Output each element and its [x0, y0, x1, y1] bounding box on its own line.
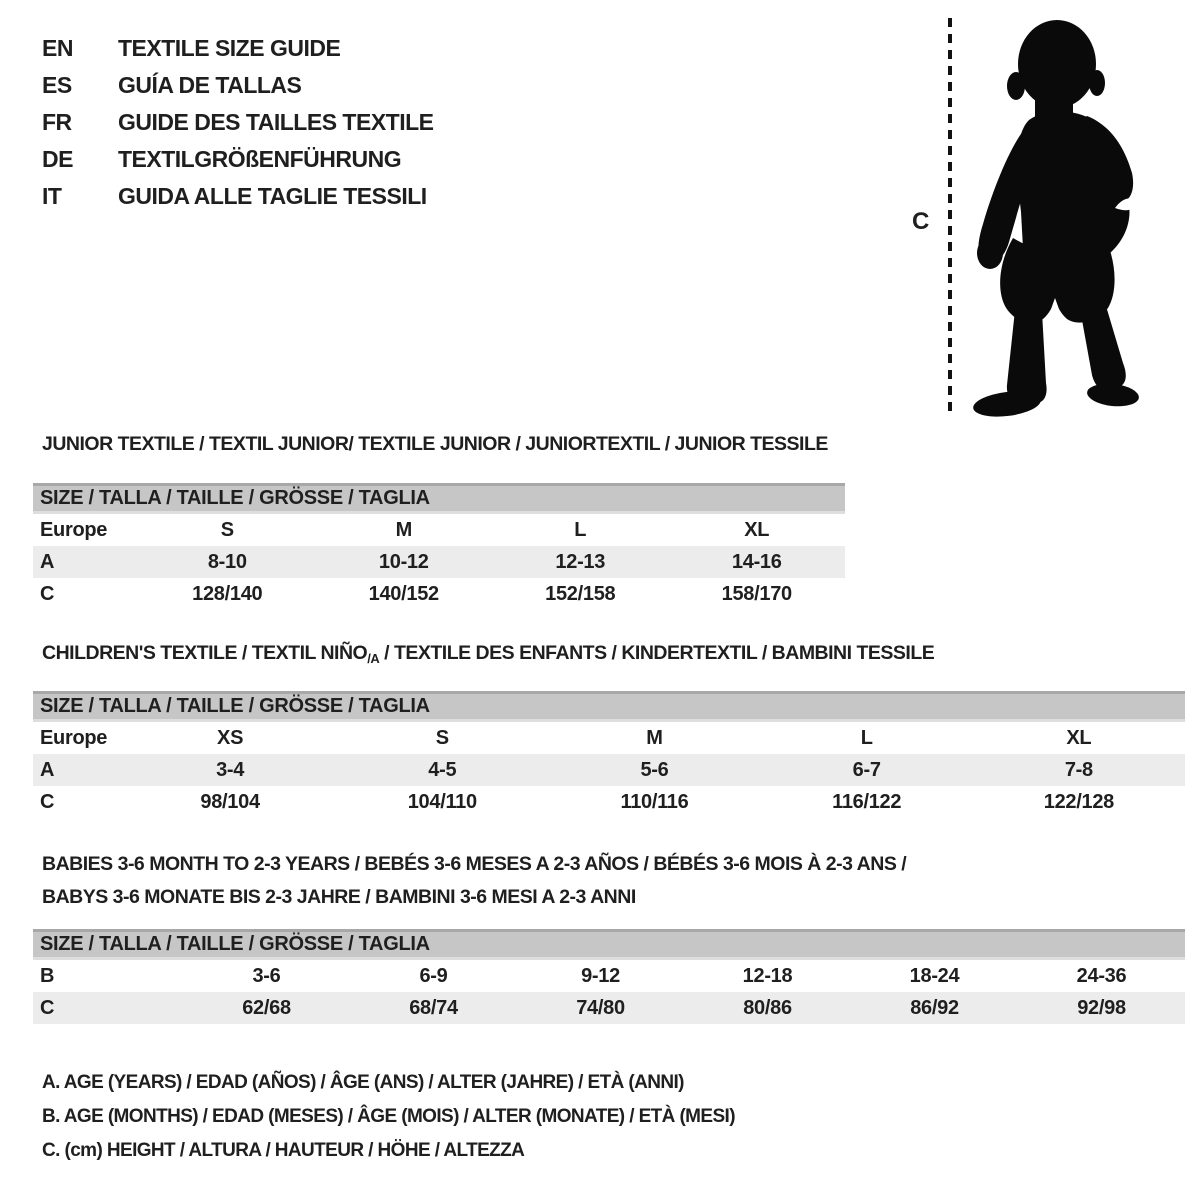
size-value-cell: 122/128 [1043, 790, 1114, 813]
size-value-cell: 116/122 [832, 790, 902, 813]
measurement-legend [42, 1066, 735, 1168]
size-header-cell: SIZE / TALLA / TAILLE / GRÖSSE / TAGLIA [33, 485, 845, 513]
size-value-cell: 10-12 [316, 546, 493, 578]
legend-line-c: C. (cm) HEIGHT / ALTURA / HAUTEUR / HÖHE / ALTEZZA [42, 1140, 525, 1161]
size-value-cell: XL [1066, 726, 1092, 749]
size-value-cell: 12-13 [492, 546, 669, 578]
language-code: IT [42, 183, 62, 209]
table-row [33, 959, 1185, 993]
babies-title-line2: BABYS 3-6 MONATE BIS 2-3 JAHRE / BAMBINI 3-6 MESI A 2-3 ANNI [42, 886, 636, 908]
language-code: ES [42, 72, 72, 98]
size-value-cell: 7-8 [973, 754, 1185, 786]
size-value-cell: 92/98 [1018, 992, 1185, 1024]
size-value-cell: L [574, 518, 587, 541]
children-title-main: CHILDREN'S TEXTILE / TEXTIL NIÑO [42, 642, 368, 664]
junior-section-title: JUNIOR TEXTILE / TEXTIL JUNIOR/ TEXTILE JUNIOR / JUNIORTEXTIL / JUNIOR TESSILE [42, 433, 828, 455]
language-code: EN [42, 35, 73, 61]
language-row-de [42, 141, 434, 178]
children-title-rest: / TEXTILE DES ENFANTS / KINDERTEXTIL / BAMBINI TESSILE [379, 642, 935, 664]
language-row-en [42, 30, 434, 67]
language-title: TEXTILE SIZE GUIDE [118, 35, 341, 61]
size-value-cell: 6-7 [761, 754, 973, 786]
height-measure-dashed-line [948, 18, 952, 415]
size-value-cell: 98/104 [200, 790, 260, 813]
children-size-table [33, 691, 1185, 818]
row-label-cell: C [40, 790, 55, 813]
language-code: DE [42, 146, 73, 172]
language-title: TEXTILGRÖßENFÜHRUNG [118, 146, 402, 172]
size-value-cell: 68/74 [350, 992, 517, 1024]
row-label-cell: Europe [40, 726, 108, 749]
babies-section-title [42, 848, 906, 914]
table-row [33, 485, 845, 513]
size-value-cell: M [395, 518, 412, 541]
size-value-cell: 80/86 [684, 992, 851, 1024]
height-measure-label: C [912, 208, 930, 235]
size-value-cell: 152/158 [545, 582, 616, 605]
table-row [33, 754, 1185, 786]
size-value-cell: 74/80 [517, 992, 684, 1024]
language-row-es [42, 67, 434, 104]
row-label-cell: A [33, 546, 139, 578]
size-value-cell: 158/170 [721, 582, 792, 605]
size-value-cell: 12-18 [742, 964, 793, 987]
size-header-cell: SIZE / TALLA / TAILLE / GRÖSSE / TAGLIA [33, 693, 1185, 721]
children-section-title [42, 641, 934, 667]
row-label-cell: C [40, 582, 55, 605]
table-row [33, 513, 845, 547]
row-label-cell: A [33, 754, 124, 786]
children-title-subscript: /A [367, 651, 380, 666]
language-code: FR [42, 109, 72, 135]
language-row-it [42, 178, 434, 215]
table-row [33, 693, 1185, 721]
row-label-cell: B [40, 964, 55, 987]
junior-size-table [33, 483, 845, 610]
babies-size-table [33, 929, 1185, 1024]
size-value-cell: M [646, 726, 663, 749]
size-value-cell: L [860, 726, 873, 749]
table-row [33, 546, 845, 578]
babies-title-line1: BABIES 3-6 MONTH TO 2-3 YEARS / BEBÉS 3-6 MESES A 2-3 AÑOS / BÉBÉS 3-6 MOIS À 2-3 ANS / [42, 853, 907, 875]
size-value-cell: XS [217, 726, 244, 749]
size-value-cell: 18-24 [909, 964, 960, 987]
size-value-cell: 14-16 [669, 546, 846, 578]
table-row [33, 721, 1185, 755]
size-value-cell: 3-6 [252, 964, 281, 987]
size-value-cell: 110/116 [620, 790, 689, 813]
size-value-cell: 62/68 [183, 992, 350, 1024]
table-row [33, 786, 1185, 818]
language-title: GUIDE DES TAILLES TEXTILE [118, 109, 434, 135]
table-row [33, 931, 1185, 959]
legend-line-a: A. AGE (YEARS) / EDAD (AÑOS) / ÂGE (ANS) / ALTER (JAHRE) / ETÀ (ANNI) [42, 1072, 684, 1093]
toddler-silhouette-icon [963, 16, 1143, 420]
language-title: GUIDA ALLE TAGLIE TESSILI [118, 183, 427, 209]
table-row [33, 992, 1185, 1024]
size-value-cell: XL [744, 518, 770, 541]
size-value-cell: S [435, 726, 449, 749]
size-value-cell: S [220, 518, 234, 541]
row-label-cell: C [33, 992, 183, 1024]
size-value-cell: 5-6 [548, 754, 760, 786]
language-title: GUÍA DE TALLAS [118, 72, 302, 98]
size-value-cell: 86/92 [851, 992, 1018, 1024]
size-value-cell: 128/140 [192, 582, 263, 605]
size-value-cell: 6-9 [419, 964, 448, 987]
size-value-cell: 9-12 [581, 964, 620, 987]
row-label-cell: Europe [40, 518, 108, 541]
size-header-cell: SIZE / TALLA / TAILLE / GRÖSSE / TAGLIA [33, 931, 1185, 959]
legend-line-b: B. AGE (MONTHS) / EDAD (MESES) / ÂGE (MOIS) / ALTER (MONATE) / ETÀ (MESI) [42, 1106, 735, 1127]
language-row-fr [42, 104, 434, 141]
size-value-cell: 3-4 [124, 754, 336, 786]
size-value-cell: 140/152 [368, 582, 439, 605]
size-value-cell: 104/110 [407, 790, 477, 813]
table-row [33, 578, 845, 610]
language-title-list [42, 30, 434, 215]
size-value-cell: 24-36 [1076, 964, 1127, 987]
size-value-cell: 8-10 [139, 546, 316, 578]
size-value-cell: 4-5 [336, 754, 548, 786]
